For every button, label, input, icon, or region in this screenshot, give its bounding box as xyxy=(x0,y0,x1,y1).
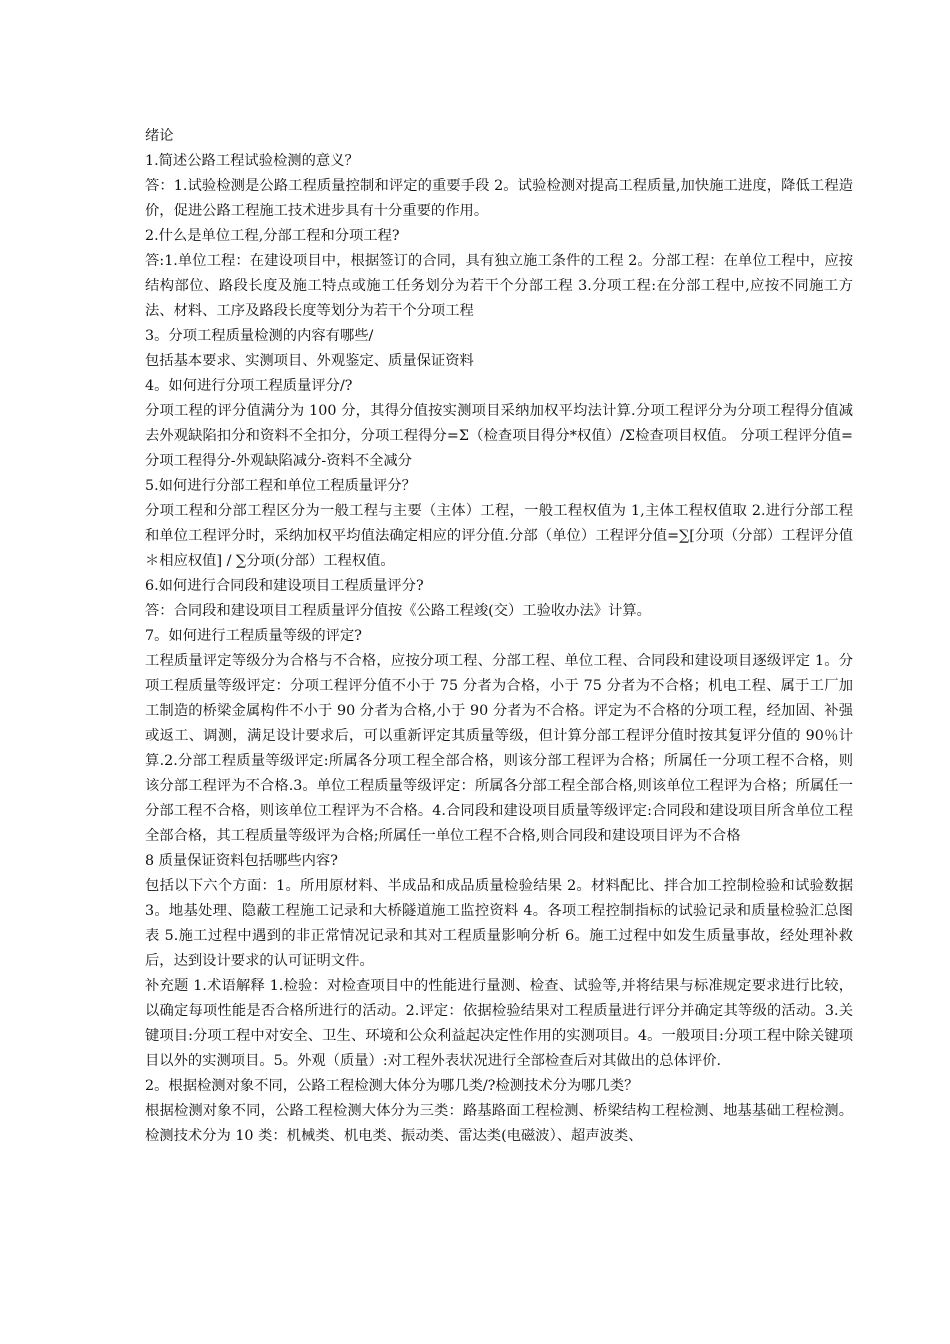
document-title: 绪论 xyxy=(145,128,174,144)
supplement-terms: 补充题 1.术语解释 1.检验：对检查项目中的性能进行量测、检查、试验等,并将结果与标准规定要求进行比较，以确定每项性能是否合格所进行的活动。2.评定：依据检验结果对工程质量进行评分并确定其等级的活动。3.关键项目:分项工程中对安全、卫生、环境和公众利益起决定性作用的实测项目。4。一般项目:分项工程中除关键项目以外的实测项目。5。外观（质量）:对工程外表状况进行全部检查后对其做出的总体评价. xyxy=(145,978,853,1069)
answer-7: 工程质量评定等级分为合格与不合格，应按分项工程、分部工程、单位工程、合同段和建设项目逐级评定 1。分项工程质量等级评定：分项工程评分值不小于 75 分者为合格，小于 75 分者为不合格；机电工程、属于工厂加工制造的桥梁金属构件不小于 90 分者为合格,小于 90 分者为不合格。评定为不合格的分项工程，经加固、补强或返工、调测，满足设计要求后，可以重新评定其质量等级，但计算分部工程评分值时按其复评分值的 90％计算.2.分部工程质量等级评定:所属各分项工程全部合格，则该分部工程评为合格；所属任一分项工程不合格，则该分部工程评为不合格.3。单位工程质量等级评定：所属各分部工程全部合格,则该单位工程评为合格；所属任一分部工程不合格，则该单位工程评为不合格。4.合同段和建设项目质量等级评定:合同段和建设项目所含单位工程全部合格，其工程质量等级评为合格;所属任一单位工程不合格,则合同段和建设项目评为不合格 xyxy=(145,653,853,844)
question-5: 5.如何进行分部工程和单位工程质量评分？ xyxy=(145,478,416,494)
question-6: 6.如何进行合同段和建设项目工程质量评分? xyxy=(145,578,424,594)
answer-1: 答：1.试验检测是公路工程质量控制和评定的重要手段 2。试验检测对提高工程质量,加快施工进度，降低工程造价，促进公路工程施工技术进步具有十分重要的作用。 xyxy=(145,178,853,219)
question-8: 8 质量保证资料包括哪些内容? xyxy=(145,853,338,869)
question-4: 4。如何进行分项工程质量评分/? xyxy=(145,378,353,394)
question-3: 3。分项工程质量检测的内容有哪些/ xyxy=(145,328,374,344)
supplement-question-2: 2。根据检测对象不同，公路工程检测大体分为哪几类/?检测技术分为哪几类？ xyxy=(145,1078,639,1094)
document-page xyxy=(145,124,853,1149)
answer-6: 答：合同段和建设项目工程质量评分值按《公路工程竣(交）工验收办法》计算。 xyxy=(145,603,651,619)
question-2: 2.什么是单位工程,分部工程和分项工程? xyxy=(145,228,400,244)
answer-2: 答:1.单位工程：在建设项目中，根据签订的合同，具有独立施工条件的工程 2。分部工程：在单位工程中，应按结构部位、路段长度及施工特点或施工任务划分为若干个分部工程 3.分项工程:在分部工程中,应按不同施工方法、材料、工序及路段长度等划分为若干个分项工程 xyxy=(145,253,853,319)
supplement-answer-2: 根据检测对象不同，公路工程检测大体分为三类：路基路面工程检测、桥梁结构工程检测、地基基础工程检测。检测技术分为 10 类：机械类、机电类、振动类、雷达类(电磁波）、超声波类、 xyxy=(145,1103,853,1144)
question-1: 1.简述公路工程试验检测的意义？ xyxy=(145,153,359,169)
question-7: 7。如何进行工程质量等级的评定? xyxy=(145,628,362,644)
answer-3: 包括基本要求、实测项目、外观鉴定、质量保证资料 xyxy=(145,353,474,369)
answer-8: 包括以下六个方面：1。所用原材料、半成品和成品质量检验结果 2。材料配比、拌合加工控制检验和试验数据 3。地基处理、隐蔽工程施工记录和大桥隧道施工监控资料 4。各项工程控制指标的试验记录和质量检验汇总图表 5.施工过程中遇到的非正常情况记录和其对工程质量影响分析 6。施工过程中如发生质量事故，经处理补救后，达到设计要求的认可证明文件。 xyxy=(145,878,853,969)
answer-4: 分项工程的评分值满分为 100 分，其得分值按实测项目采纳加权平均法计算.分项工程评分为分项工程得分值减去外观缺陷扣分和资料不全扣分，分项工程得分=Σ（检查项目得分*权值）/Σ检查项目权值。 分项工程评分值=分项工程得分-外观缺陷减分-资料不全减分 xyxy=(145,403,853,469)
answer-5: 分项工程和分部工程区分为一般工程与主要（主体）工程，一般工程权值为 1,主体工程权值取 2.进行分部工程和单位工程评分时，采纳加权平均值法确定相应的评分值.分部（单位）工程评分值=∑[分项（分部）工程评分值＊相应权值] / ∑分项(分部）工程权值。 xyxy=(145,503,853,569)
